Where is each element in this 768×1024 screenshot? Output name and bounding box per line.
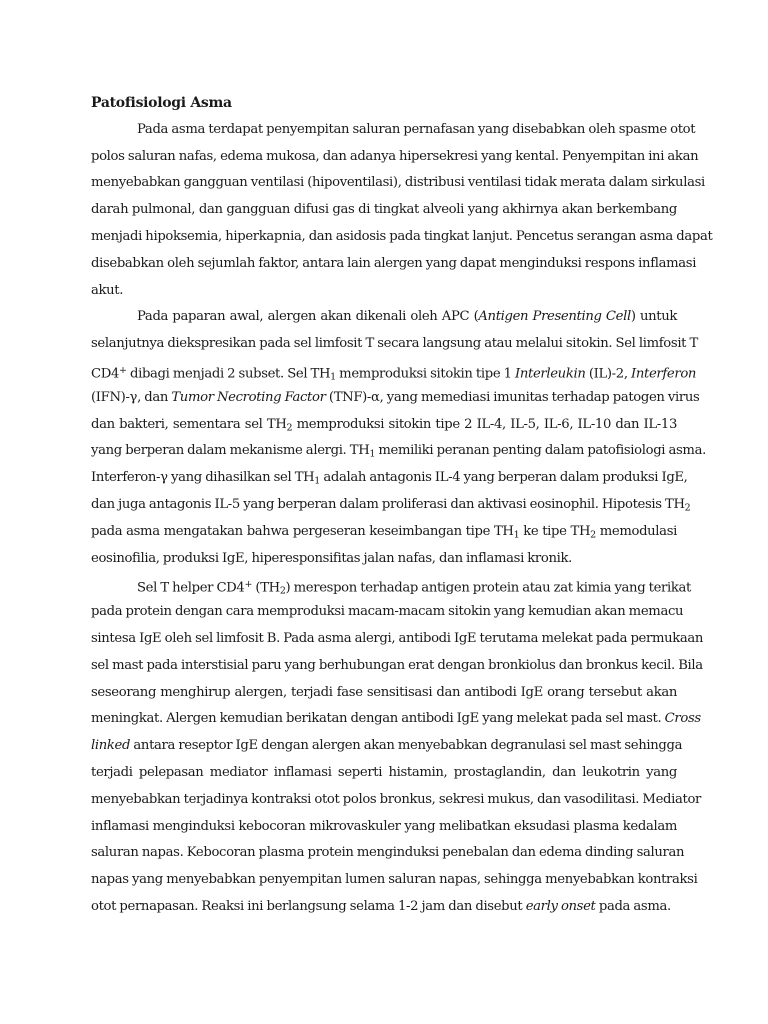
text-line (91, 814, 677, 841)
text-line (91, 492, 691, 519)
text-segment: CD4 (91, 366, 120, 382)
text-line (91, 438, 706, 465)
text-line (91, 465, 688, 492)
text-segment: menyebabkan terjadinya kontraksi otot polos bronkus, sekresi mukus, dan vasodilitasi. Mediator (91, 791, 701, 807)
text-segment: pada asma mengatakan bahwa pergeseran keseimbangan tipe TH (91, 523, 514, 539)
text-segment: antara reseptor IgE dengan alergen akan menyebabkan degranulasi sel mast sehingga (130, 738, 683, 754)
text-segment: darah pulmonal, dan gangguan difusi gas di tingkat alveoli yang akhirnya akan berkembang (91, 202, 677, 218)
text-line (91, 653, 703, 680)
text-line (91, 519, 677, 546)
italic-text: linked (91, 738, 131, 754)
text-line (91, 331, 698, 358)
text-line (91, 224, 713, 251)
italic-text: Antigen Presenting Cell (478, 309, 631, 325)
text-line (91, 170, 705, 197)
text-line (91, 117, 696, 144)
text-segment: napas yang menyebabkan penyempitan lumen saluran napas, sehingga menyebabkan kontraksi (91, 872, 698, 888)
subscript-text: 2 (286, 421, 293, 433)
text-segment: pada asma. (595, 898, 671, 914)
subscript-text: 1 (369, 448, 376, 460)
text-line (91, 385, 700, 412)
text-line (91, 251, 697, 278)
text-line (91, 894, 677, 921)
italic-text: Tumor Necroting Factor (171, 389, 326, 405)
text-segment: adalah antagonis IL-4 yang berperan dalam produksi IgE, (320, 470, 688, 486)
text-segment: akut. (91, 282, 124, 298)
text-line (91, 546, 677, 573)
italic-text: Interleukin (515, 366, 586, 382)
text-segment: terjadi pelepasan mediator inflamasi seperti histamin, prostaglandin, dan leukotrin yang (91, 764, 677, 780)
text-segment: ke tipe TH (519, 523, 591, 539)
text-segment: ) merespon terhadap antigen protein atau zat kimia yang terikat (285, 580, 691, 596)
text-line (91, 680, 677, 707)
subscript-text: 1 (330, 371, 336, 383)
text-segment: meningkat. Alergen kemudian berikatan dengan antibodi IgE yang melekat pada sel mast. (91, 711, 665, 727)
text-segment: eosinofilia, produksi IgE, hiperesponsifitas jalan nafas, dan inflamasi kronik. (91, 550, 572, 566)
paragraph (91, 117, 713, 305)
text-segment: menyebabkan gangguan ventilasi (hipoventilasi), distribusi ventilasi tidak merata dalam sirkulasi (91, 175, 705, 191)
document-body (91, 117, 713, 921)
text-line (91, 706, 701, 733)
subscript-text: 2 (590, 529, 596, 541)
text-segment: saluran napas. Kebocoran plasma protein menginduksi penebalan dan edema dinding saluran (91, 845, 685, 861)
document-page (91, 90, 713, 921)
text-segment: menjadi hipoksemia, hiperkapnia, dan asidosis pada tingkat lanjut. Pencetus serangan asma dapat (91, 228, 713, 244)
text-segment: selanjutnya diekspresikan pada sel limfosit T secara langsung atau melalui sitokin. Sel limfosit T (91, 336, 698, 352)
text-line (91, 760, 677, 787)
text-segment: dan bakteri, sementara sel TH (91, 416, 287, 432)
text-segment: (TNF)-α, yang memediasi imunitas terhadap patogen virus (325, 389, 700, 405)
text-line (91, 197, 677, 224)
text-line (91, 787, 701, 814)
text-segment: Sel T helper CD4 (137, 580, 245, 596)
text-segment: pada protein dengan cara memproduksi macam-macam sitokin yang kemudian akan memacu (91, 604, 684, 620)
text-segment: (IFN)-γ, dan (91, 389, 172, 405)
text-segment: seseorang menghirup alergen, terjadi fase sensitisasi dan antibodi IgE orang tersebut akan (91, 684, 677, 700)
text-segment: (TH (252, 580, 280, 596)
text-segment: dan juga antagonis IL-5 yang berperan dalam proliferasi dan aktivasi eosinophil. Hipotesis TH (91, 496, 685, 512)
text-segment: memproduksi sitokin tipe 2 IL-4, IL-5, IL-6, IL-10 dan IL-13 (292, 416, 677, 432)
text-segment: otot pernapasan. Reaksi ini berlangsung selama 1-2 jam dan disebut (91, 898, 526, 914)
text-segment: Pada paparan awal, alergen akan dikenali oleh APC ( (137, 309, 479, 325)
text-line (91, 304, 677, 331)
paragraph (91, 304, 706, 572)
text-line (91, 733, 683, 760)
text-segment: ) untuk (630, 309, 678, 325)
text-line (91, 412, 677, 439)
italic-text: early onset (525, 898, 596, 914)
document-title: Patofisiologi Asma (91, 95, 232, 111)
text-segment: memproduksi sitokin tipe 1 (335, 366, 515, 382)
paragraph (91, 572, 704, 920)
text-segment: dibagi menjadi 2 subset. Sel TH (126, 366, 331, 382)
subscript-text: 2 (684, 502, 691, 514)
text-segment: sel mast pada interstisial paru yang berhubungan erat dengan bronkiolus dan bronkus kecil. Bila (91, 657, 703, 673)
superscript-text: + (119, 364, 127, 376)
text-segment: memiliki peranan penting dalam patofisiologi asma. (375, 443, 706, 459)
text-segment: Pada asma terdapat penyempitan saluran pernafasan yang disebabkan oleh spasme otot (137, 121, 696, 137)
italic-text: Interferon (631, 366, 697, 382)
text-line (91, 144, 699, 171)
text-segment: Interferon-γ yang dihasilkan sel TH (91, 470, 315, 486)
text-segment: inflamasi menginduksi kebocoran mikrovaskuler yang melibatkan eksudasi plasma kedalam (91, 818, 677, 834)
text-line (91, 840, 685, 867)
subscript-text: 2 (279, 585, 286, 597)
text-segment: memodulasi (595, 523, 677, 539)
text-segment: (IL)-2, (585, 366, 632, 382)
text-line (91, 358, 697, 385)
text-line (91, 278, 677, 305)
text-segment: disebabkan oleh sejumlah faktor, antara lain alergen yang dapat menginduksi respons inflamasi (91, 255, 697, 271)
text-segment: sintesa IgE oleh sel limfosit B. Pada asma alergi, antibodi IgE terutama melekat pada permukaan (91, 630, 704, 646)
superscript-text: + (244, 579, 253, 591)
subscript-text: 1 (513, 529, 520, 541)
italic-text: Cross (664, 711, 701, 727)
text-line (91, 599, 684, 626)
text-segment: polos saluran nafas, edema mukosa, dan adanya hipersekresi yang kental. Penyempitan ini akan (91, 148, 699, 164)
subscript-text: 1 (314, 475, 320, 487)
text-line (91, 867, 698, 894)
text-line (91, 626, 704, 653)
text-segment: yang berperan dalam mekanisme alergi. TH (91, 443, 370, 459)
text-line (91, 572, 691, 599)
